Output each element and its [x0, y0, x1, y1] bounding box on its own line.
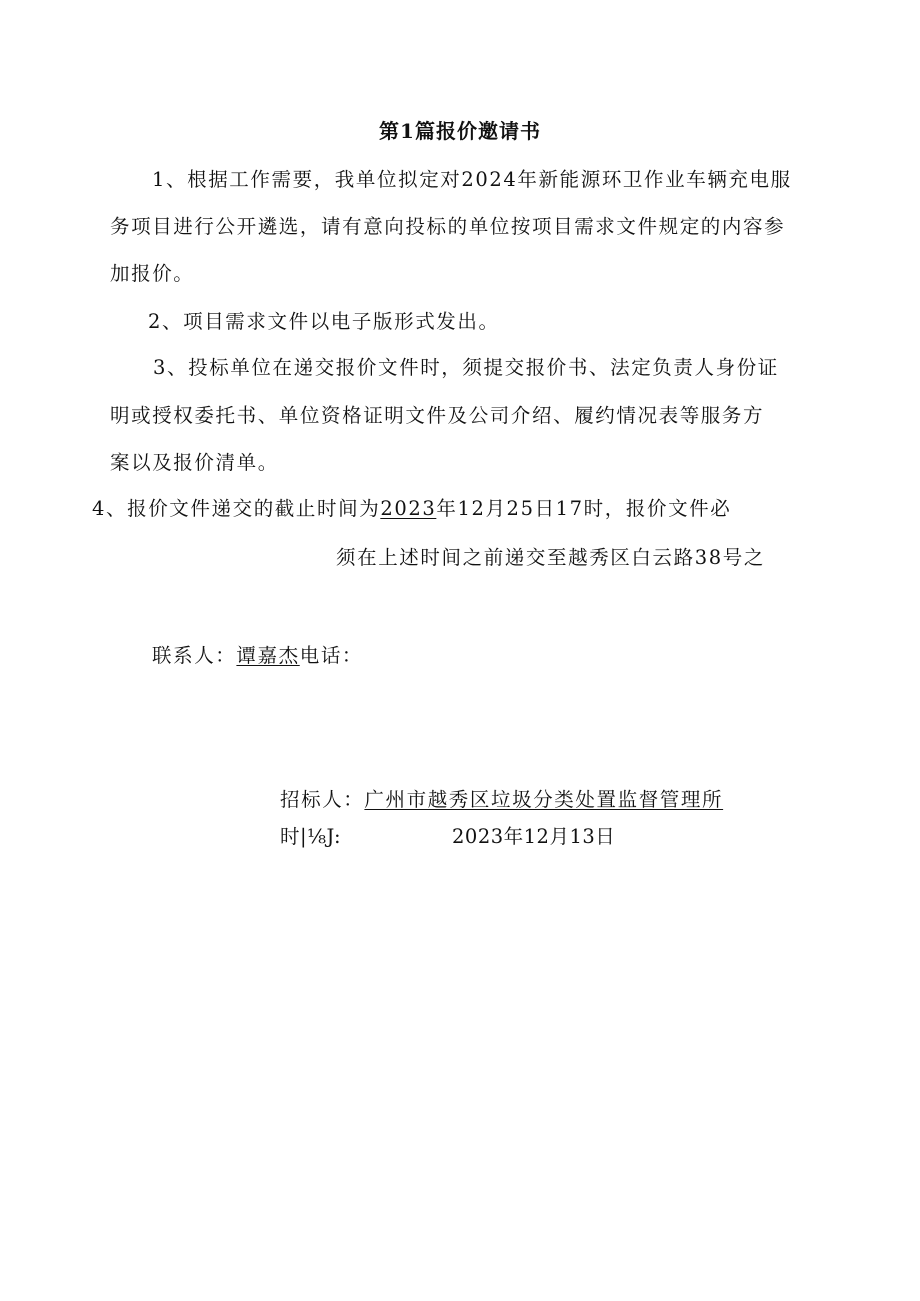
tenderer-label: 招标人： [280, 788, 365, 811]
paragraph-4-line-2: 须在上述时间之前递交至越秀区白云路38号之 [336, 546, 765, 569]
paragraph-1-line-1: 1、根据工作需要，我单位拟定对2024年新能源环卫作业车辆充电服 [152, 168, 792, 191]
paragraph-4-line-1 [92, 494, 731, 524]
paragraph-1-line-2: 务项目进行公开遴选，请有意向投标的单位按项目需求文件规定的内容参 [110, 215, 786, 238]
contact-label: 联系人： [152, 644, 237, 667]
date-label: 时|⅛J: [280, 825, 342, 848]
paragraph-3-line-3: 案以及报价清单。 [110, 451, 279, 474]
paragraph-1-line-3: 加报价。 [110, 262, 195, 285]
paragraph-3-line-2: 明或授权委托书、单位资格证明文件及公司介绍、履约情况表等服务方 [110, 404, 765, 427]
tenderer-name: 广州市越秀区垃圾分类处置监督管理所 [364, 788, 724, 811]
deadline-suffix: 年12月25日17时，报价文件必 [436, 497, 732, 520]
deadline-prefix: 4、报价文件递交的截止时间为 [92, 497, 381, 520]
date-value: 2023年12月13日 [452, 825, 616, 848]
paragraph-2: 2、项目需求文件以电子版形式发出。 [148, 310, 500, 333]
phone-label: 电话： [299, 644, 364, 667]
paragraph-3-line-1: 3、投标单位在递交报价文件时，须提交报价书、法定负责人身份证 [153, 356, 779, 379]
document-title: 第1篇报价邀请书 [379, 119, 541, 143]
tenderer-line [280, 785, 723, 815]
contact-name: 谭嘉杰 [236, 644, 300, 667]
deadline-year: 2023 [380, 497, 437, 520]
contact-line [152, 641, 363, 671]
